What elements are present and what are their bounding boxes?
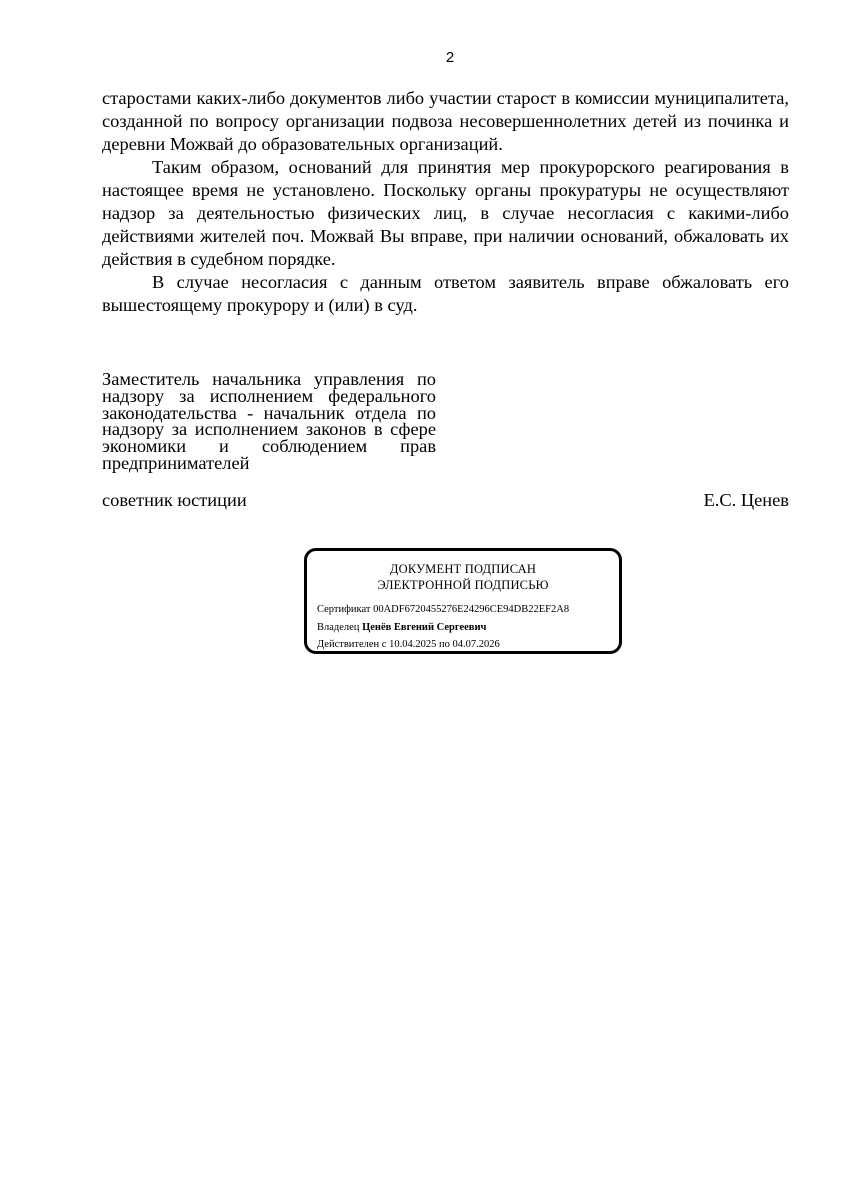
paragraph-continuation: старостами каких-либо документов либо участии старост в комиссии муниципалитета, созданной по вопросу организации подвоза несовершеннолетних детей из починка и деревни Можвай до образовательных организаций.	[102, 88, 789, 154]
signer-name: Е.С. Ценев	[703, 490, 789, 510]
valid-from: 10.04.2025	[389, 639, 437, 650]
electronic-signature-stamp	[304, 548, 622, 654]
page-number: 2	[445, 49, 455, 66]
stamp-title	[307, 562, 619, 593]
valid-to: 04.07.2026	[452, 639, 500, 650]
signer-rank: советник юстиции	[102, 490, 247, 510]
valid-to-label: по	[438, 639, 450, 650]
valid-label: Действителен с	[317, 639, 387, 650]
owner-value: Ценёв Евгений Сергеевич	[362, 622, 487, 633]
paragraph-conclusion: Таким образом, оснований для принятия мер прокурорского реагирования в настоящее время не установлено. Поскольку органы прокуратуры не осуществляют надзор за деятельностью физических лиц, в случае несогласия с какими-либо действиями жителей поч. Можвай Вы вправе, при наличии оснований, обжаловать их действия в судебном порядке.	[102, 157, 789, 269]
letter-body	[102, 87, 789, 317]
signer-position: Заместитель начальника управления по надзору за исполнением федерального законодательства - начальник отдела по надзору за исполнением законов в сфере экономики и соблюдением прав предпринимателей	[102, 369, 436, 473]
stamp-title-line-1: ДОКУМЕНТ ПОДПИСАН	[389, 562, 537, 576]
stamp-validity	[317, 639, 500, 651]
owner-label: Владелец	[317, 622, 360, 633]
stamp-title-line-2: ЭЛЕКТРОННОЙ ПОДПИСЬЮ	[377, 577, 549, 592]
stamp-certificate	[317, 604, 569, 616]
paragraph-appeal-notice: В случае несогласия с данным ответом заявитель вправе обжаловать его вышестоящему прокурору и (или) в суд.	[102, 272, 789, 315]
stamp-owner	[317, 622, 486, 634]
certificate-label: Сертификат	[317, 604, 371, 615]
certificate-value: 00ADF6720455276E24296CE94DB22EF2A8	[373, 604, 570, 615]
